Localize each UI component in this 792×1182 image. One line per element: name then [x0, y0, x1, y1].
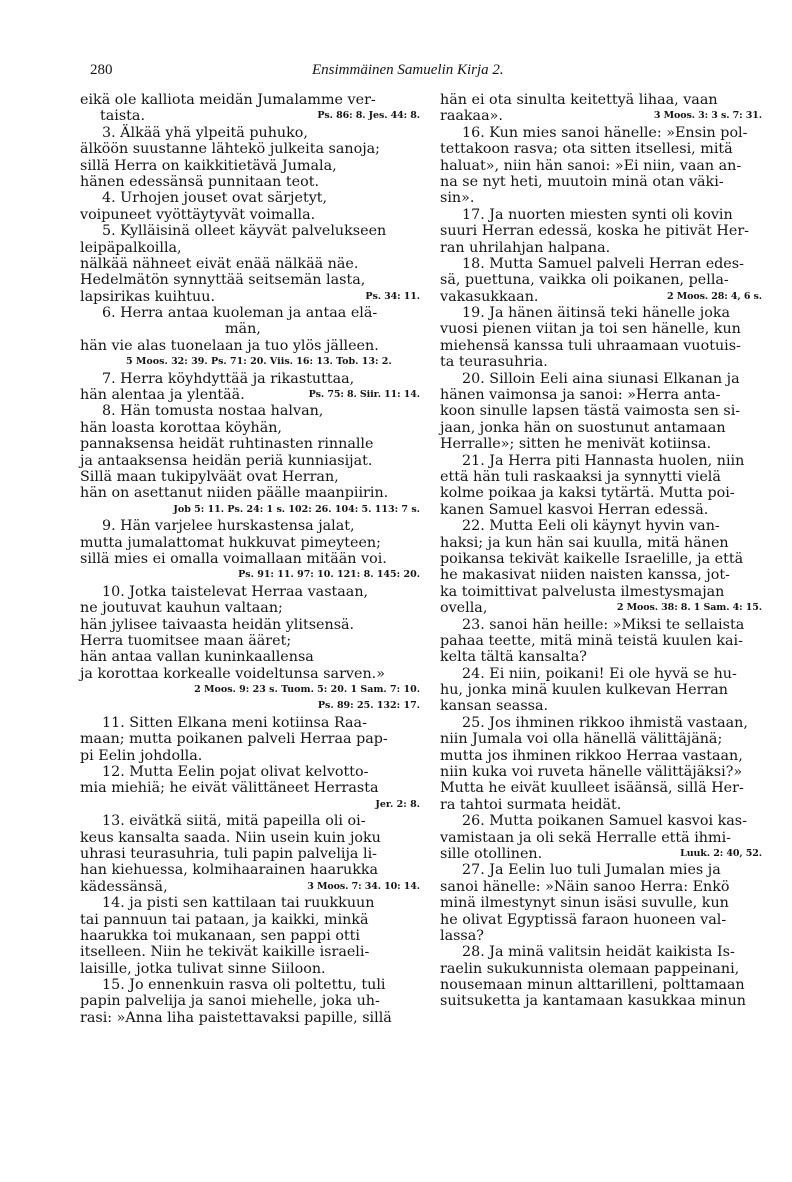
text-line: hän loasta korottaa köyhän, [80, 419, 282, 436]
text-line: vamistaan ja oli sekä Herralle että ihmi- [440, 829, 731, 846]
text-line: uhrasi teurasuhria, tuli papin palvelija li- [80, 845, 377, 862]
verse-line: 26. Mutta poikanen Samuel kasvoi kas- [462, 813, 747, 830]
left-column [80, 92, 420, 1026]
text-line: pi Eelin johdolla. [80, 747, 203, 764]
cross-reference: 2 Moos. 38: 8. 1 Sam. 4: 15. [616, 602, 762, 614]
text-line: nousemaan minun alttarilleni, polttamaan [440, 977, 745, 994]
text-line: Mutta he eivät kuulleet isäänsä, sillä Her- [440, 780, 744, 797]
text-line: he makasivat niiden naisten kanssa, jot- [440, 567, 730, 584]
verse-line: 10. Jotka taistelevat Herraa vastaan, [102, 583, 369, 600]
verse-line: 16. Kun mies sanoi hänelle: »Ensin pol- [462, 124, 748, 141]
text-line: ran uhrilahjan halpana. [440, 239, 611, 256]
verse-line: 3. Älkää yhä ylpeitä puhuko, [102, 124, 308, 141]
text-line: rasi: »Anna liha paistettavaksi papille, sillä [80, 1009, 392, 1026]
text-line: hänen vaimonsa ja sanoi: »Herra anta- [440, 387, 721, 404]
cross-reference: Ps. 75: 8. Siir. 11: 14. [308, 389, 420, 401]
text-line: hän antaa vallan kuninkaallensa [80, 649, 314, 666]
text-line: papin palvelija ja sanoi miehelle, joka uh- [80, 993, 380, 1010]
text-line: tettakoon rasva; ota sitten itsellesi, mitä [440, 141, 733, 158]
text-line: kädessänsä, 3 Moos. 7: 34. 10: 14. [80, 878, 420, 895]
text-line: niin Jumala voi olla hänellä välittäjänä; [440, 731, 723, 748]
text-line: mutta jos ihminen rikkoo Herraa vastaan, [440, 747, 743, 764]
text-line: lassa? [440, 927, 484, 944]
text-line: minä ilmestynyt sinun isäsi suvulle, kun [440, 895, 729, 912]
text-line: hän vie alas tuonelaan ja tuo ylös jälleen. [80, 337, 379, 354]
verse-line: 24. Ei niin, poikani! Ei ole hyvä se hu- [462, 665, 737, 682]
verse-line: 28. Ja minä valitsin heidät kaikista Is- [462, 944, 735, 961]
verse-line: 6. Herra antaa kuoleman ja antaa elä- [102, 305, 378, 322]
verse-line: 21. Ja Herra piti Hannasta huolen, niin [462, 452, 745, 469]
verse-line: 11. Sitten Elkana meni kotiinsa Raa- [102, 714, 367, 731]
text-line: kanen Samuel kasvoi Herran edessä. [440, 501, 709, 518]
cross-reference: Ps. 34: 11. [365, 290, 420, 302]
verse-line: 9. Hän varjelee hurskastensa jalat, [102, 518, 355, 535]
verse-line: 19. Ja hänen äitinsä teki hänelle joka [462, 305, 731, 322]
text-line: raelin sukukunnista olemaan pappeinani, [440, 960, 740, 977]
verse-line: 4. Urhojen jouset ovat särjetyt, [102, 190, 328, 207]
text-line: tai pannuun tai pataan, ja kaikki, minkä [80, 911, 369, 928]
text-line: älköön suustanne lähtekö julkeita sanoja; [80, 141, 381, 158]
verse-line: 18. Mutta Samuel palveli Herran edes- [462, 255, 744, 272]
text-line: suitsuketta ja kantamaan kasukkaa minun [440, 993, 747, 1010]
cross-reference: Jer. 2: 8. [375, 798, 420, 810]
text-line: kelta tältä kansalta? [440, 649, 587, 666]
verse-line: 8. Hän tomusta nostaa halvan, [102, 403, 324, 420]
text-line: poikansa tekivät kaikelle Israelille, ja että [440, 550, 744, 567]
verse-line: 27. Ja Eelin luo tuli Jumalan mies ja [462, 862, 721, 879]
text-line: män, [225, 321, 261, 338]
text-line: miehensä kanssa tuli uhraamaan vuotuis- [440, 337, 741, 354]
cross-reference: 3 Moos. 7: 34. 10: 14. [307, 880, 420, 892]
text-line: ja korottaa korkealle voideltunsa sarven.» [80, 665, 385, 682]
text-line: hän ei ota sinulta keitettyä lihaa, vaan [440, 92, 718, 108]
text-line: suuri Herran edessä, koska he pitivät Her- [440, 223, 750, 240]
text-line: itselleen. Niin he tekivät kaikille israeli- [80, 944, 370, 961]
text-line: raakaa». 3 Moos. 3: 3 s. 7: 31. [440, 108, 762, 125]
text-line: mia miehiä; he eivät välittäneet Herrasta [80, 780, 379, 797]
text-line: Hedelmätön synnyttää seitsemän lasta, [80, 272, 366, 289]
text-line: maan; mutta poikanen palveli Herraa pap- [80, 731, 388, 748]
cross-reference: Luuk. 2: 40, 52. [680, 847, 762, 859]
text-line: ovella, 2 Moos. 38: 8. 1 Sam. 4: 15. [440, 600, 762, 617]
text-line: sillä Herra on kaikkitietävä Jumala, [80, 157, 337, 174]
text-line: hän on asettanut niiden päälle maanpiirin. [80, 485, 389, 502]
verse-line: 13. eivätkä siitä, mitä papeilla oli oi- [102, 813, 366, 830]
text-line: ka toimittivat palvelusta ilmestysmajan [440, 583, 725, 600]
page-number: 280 [90, 62, 113, 78]
right-column [440, 92, 762, 1010]
text-line: jaan, jonka hän on suostunut antamaan [440, 419, 726, 436]
text-line: ta teurasuhria. [440, 354, 548, 371]
cross-reference: 2 Moos. 9: 23 s. Tuom. 5: 20. 1 Sam. 7: 10. [194, 684, 420, 696]
verse-line: 14. ja pisti sen kattilaan tai ruukkuun [102, 895, 375, 912]
text-line: niin kuka voi ruveta hänelle välittäjäksi?» [440, 764, 743, 781]
text-line: leipäpalkoilla, [80, 239, 182, 256]
text-line: pahaa teette, mitä minä teistä kuulen kai- [440, 632, 743, 649]
cross-reference: Ps. 86: 8. Jes. 44: 8. [317, 110, 420, 122]
text-line: ja antaaksensa heidän periä kunniasijat. [80, 452, 373, 469]
verse-line: 25. Jos ihminen rikkoo ihmistä vastaan, [462, 714, 748, 731]
text-line: vuosi pienen viitan ja toi sen hänelle, kun [440, 321, 741, 338]
cross-reference: 5 Moos. 32: 39. Ps. 71: 20. Viis. 16: 13. Tob. 13: 2. [126, 356, 392, 368]
text-line: sille otollinen. Luuk. 2: 40, 52. [440, 845, 762, 862]
text-line: han kiehuessa, kolmihaarainen haarukka [80, 862, 379, 879]
text-line: sin». [440, 190, 475, 207]
text-line: ne joutuvat kauhun valtaan; [80, 600, 283, 617]
verse-line: 12. Mutta Eelin pojat olivat kelvotto- [102, 764, 369, 781]
text-line: haluat», niin hän sanoi: »Ei niin, vaan an- [440, 157, 742, 174]
text-line: ra tahtoi surmata heidät. [440, 796, 622, 813]
verse-line: 7. Herra köyhdyttää ja rikastuttaa, [102, 370, 355, 387]
text-line: hänen edessänsä punnitaan teot. [80, 173, 320, 190]
cross-reference: Job 5: 11. Ps. 24: 1 s. 102: 26. 104: 5. 113: 7 s. [173, 503, 420, 515]
text-line: Sillä maan tukipylväät ovat Herran, [80, 468, 339, 485]
text-line: sillä mies ei omalla voimallaan mitään voi. [80, 550, 387, 567]
text-line: vakasukkaan. 2 Moos. 28: 4, 6 s. [440, 288, 762, 305]
cross-reference: 3 Moos. 3: 3 s. 7: 31. [653, 110, 762, 122]
text-line: pannaksensa heidät ruhtinasten rinnalle [80, 436, 374, 453]
verse-line: 22. Mutta Eeli oli käynyt hyvin van- [462, 518, 720, 535]
verse-line: 17. Ja nuorten miesten synti oli kovin [462, 206, 733, 223]
text-line: hu, jonka minä kuulen kulkevan Herran [440, 682, 729, 699]
text-line: voipuneet vyöttäytyvät voimalla. [80, 206, 316, 223]
verse-line: 23. sanoi hän heille: »Miksi te sellaista [462, 616, 745, 633]
text-line: kolme poikaa ja kaksi tytärtä. Mutta poi- [440, 485, 735, 502]
text-line: hän jylisee taivaasta heidän ylitsensä. [80, 616, 355, 633]
text-line: eikä ole kalliota meidän Jumalamme ver- [80, 92, 376, 108]
cross-reference: Ps. 91: 11. 97: 10. 121: 8. 145: 20. [238, 569, 420, 581]
text-line: koon sinulle lapsen tästä vaimosta sen si- [440, 403, 741, 420]
text-line: sanoi hänelle: »Näin sanoo Herra: Enkö [440, 878, 730, 895]
text-line: haarukka toi mukanaan, sen pappi otti [80, 927, 360, 944]
verse-line: 15. Jo ennenkuin rasva oli poltettu, tuli [102, 977, 386, 994]
text-line: hän alentaa ja ylentää. Ps. 75: 8. Siir. 11: 14. [80, 387, 420, 404]
text-line: Herralle»; sitten he menivät kotiinsa. [440, 436, 712, 453]
text-line: taista. Ps. 86: 8. Jes. 44: 8. [100, 108, 420, 125]
verse-line: 5. Kylläisinä olleet käyvät palvelukseen [102, 223, 387, 240]
text-line: keus kansalta saada. Niin usein kuin joku [80, 829, 381, 846]
text-line: he olivat Egyptissä faraon huoneen val- [440, 911, 727, 928]
text-line: na se nyt heti, muutoin minä otan väki- [440, 173, 724, 190]
text-line: laisille, jotka tulivat sinne Siiloon. [80, 960, 326, 977]
text-line: kansan seassa. [440, 698, 549, 715]
text-line: mutta jumalattomat hukkuvat pimeyteen; [80, 534, 381, 551]
text-line: Herra tuomitsee maan ääret; [80, 632, 292, 649]
cross-reference: 2 Moos. 28: 4, 6 s. [666, 290, 762, 302]
text-line: lapsirikas kuihtuu. Ps. 34: 11. [80, 288, 420, 305]
text-line: nälkää nähneet eivät enää nälkää näe. [80, 255, 359, 272]
cross-reference: Ps. 89: 25. 132: 17. [317, 700, 420, 712]
text-line: että hän tuli raskaaksi ja synnytti vielä [440, 468, 721, 485]
running-head: Ensimmäinen Samuelin Kirja 2. [312, 62, 504, 78]
text-line: haksi; ja kun hän sai kuulla, mitä hänen [440, 534, 729, 551]
text-line: sä, puettuna, vaikka oli poikanen, pella- [440, 272, 729, 289]
verse-line: 20. Silloin Eeli aina siunasi Elkanan ja [462, 370, 740, 387]
